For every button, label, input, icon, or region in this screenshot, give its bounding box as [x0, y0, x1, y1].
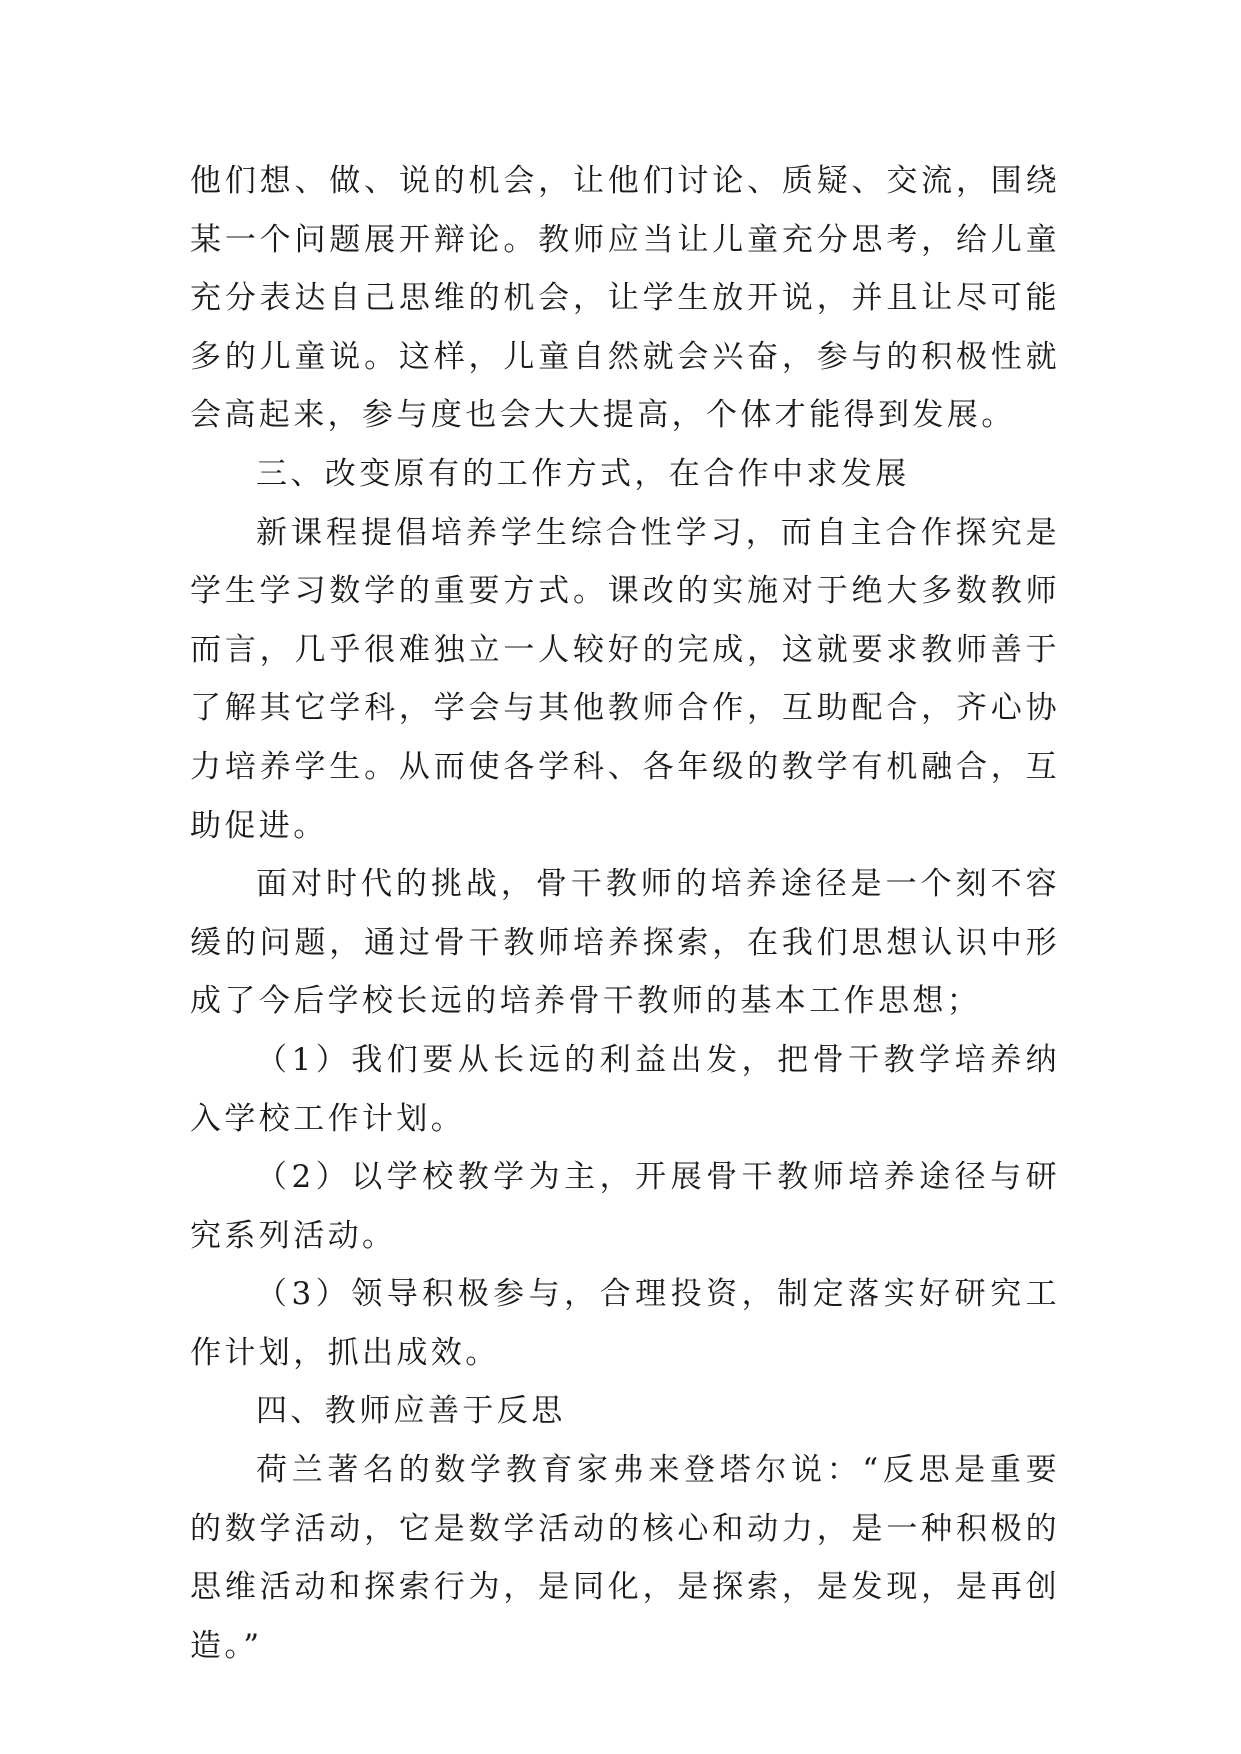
paragraph-reflection-quote: 荷兰著名的数学教育家弗来登塔尔说：“反思是重要的数学活动，它是数学活动的核心和动力，是一种积极的思维活动和探索行为，是同化，是探索，是发现，是再创造。”: [190, 1452, 1060, 1664]
section-heading-4: 四、教师应善于反思: [256, 1393, 566, 1430]
list-item-2: （2）以学校教学为主，开展骨干教师培养途径与研究系列活动。: [190, 1159, 1060, 1254]
section-heading-3: 三、改变原有的工作方式，在合作中求发展: [256, 455, 910, 492]
paragraph-cooperation: 新课程提倡培养学生综合性学习，而自主合作探究是学生学习数学的重要方式。课改的实施对于绝大多数教师而言，几乎很难独立一人较好的完成，这就要求教师善于了解其它学科，学会与其他教师合作，互助配合，齐心协力培养学生。从而使各学科、各年级的教学有机融合，互助促进。: [190, 514, 1060, 844]
list-item-1: （1）我们要从长远的利益出发，把骨干教学培养纳入学校工作计划。: [190, 1041, 1060, 1137]
document-page: [190, 152, 1060, 1675]
paragraph-backbone-teachers: 面对时代的挑战，骨干教师的培养途径是一个刻不容缓的问题，通过骨干教师培养探索，在我们思想认识中形成了今后学校长远的培养骨干教师的基本工作思想；: [190, 866, 1060, 1020]
paragraph-continuation: 他们想、做、说的机会，让他们讨论、质疑、交流，围绕某一个问题展开辩论。教师应当让儿童充分思考，给儿童充分表达自己思维的机会，让学生放开说，并且让尽可能多的儿童说。这样，儿童自然就会兴奋，参与的积极性就会高起来，参与度也会大大提高，个体才能得到发展。: [190, 163, 1060, 434]
list-item-3: （3）领导积极参与，合理投资，制定落实好研究工作计划，抓出成效。: [190, 1276, 1060, 1371]
